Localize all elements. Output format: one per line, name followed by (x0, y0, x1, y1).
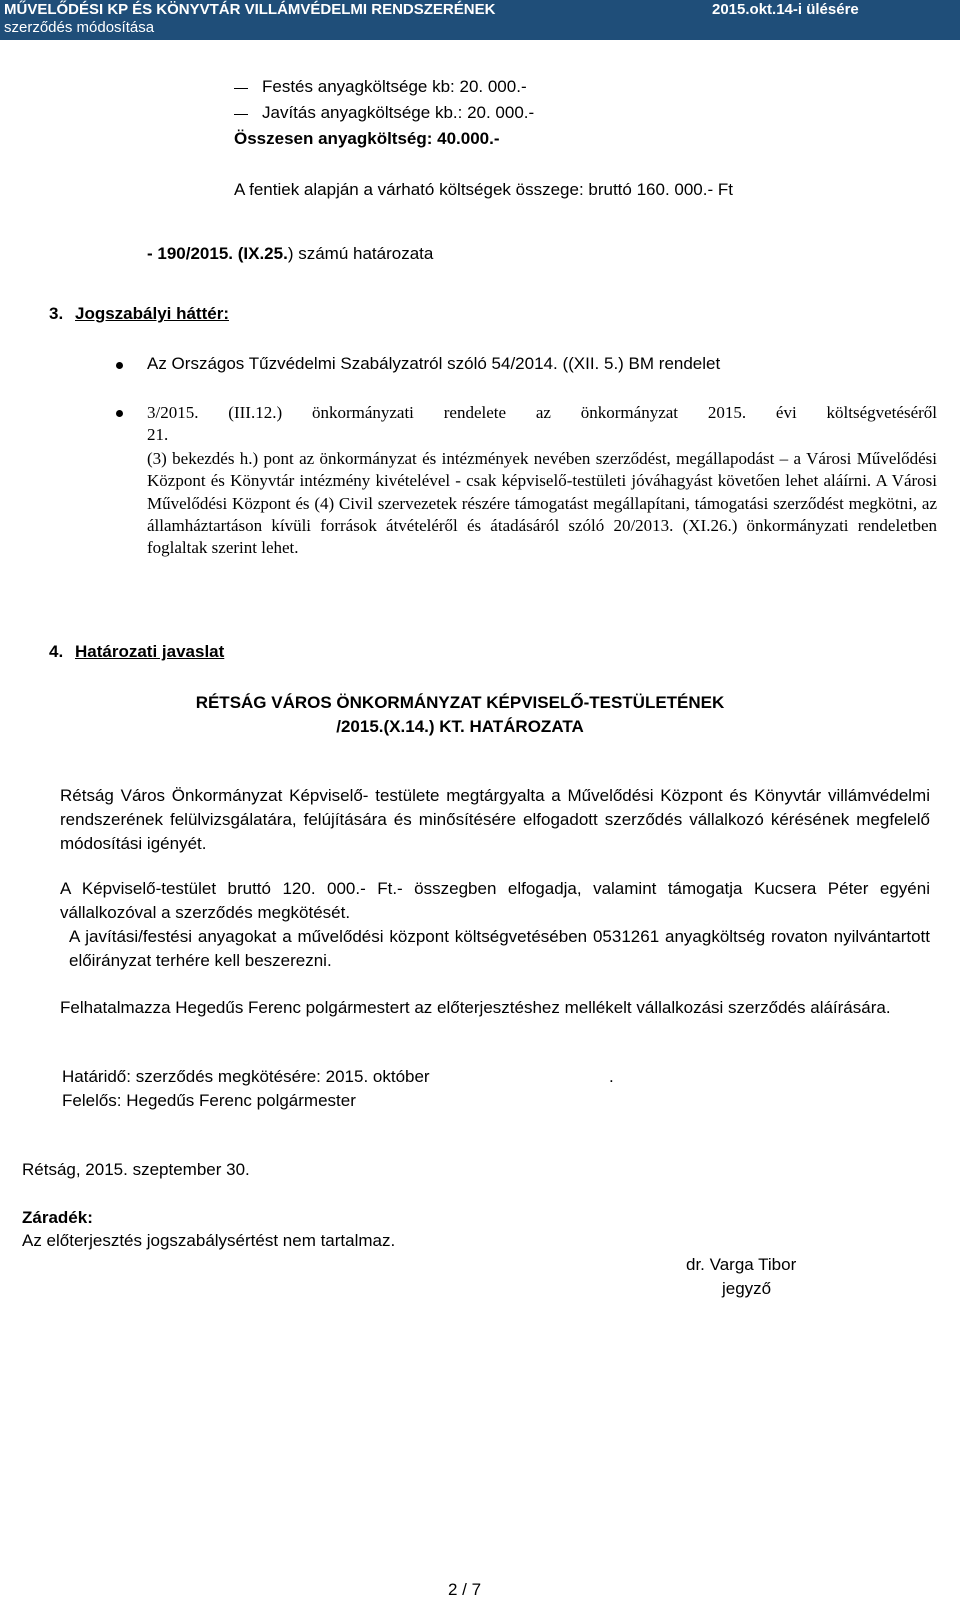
clause-text: Az előterjesztés jogszabálysértést nem tartalmaz. (22, 1231, 396, 1250)
header-title: MŰVELŐDÉSI KP ÉS KÖNYVTÁR VILLÁMVÉDELMI RENDSZERÉNEK (4, 1, 496, 18)
section-4-heading: Határozati javaslat (75, 642, 225, 661)
legal-basis-budget-paragraph: (3) bekezdés h.) pont az önkormányzat és intézmények nevében szerződést, megállapodást – a Városi Művelődési Központ és Könyvtár intézmény kivételével - csak képviselő-testületi jóváhagyást követően lehet aláírni. A Városi Művelődési Központ és (4) Civil szervezetek részére támogatást megállapítani, támogatási szerződést megkötni, az államháztartáson kívüli források átvételéről és átadásáról szóló 20/2013. (XI.26.) önkormányzati rendeletben foglaltak szerint lehet. (147, 449, 937, 558)
bullet-icon (116, 362, 123, 369)
header-subtitle: szerződés módosítása (4, 19, 155, 36)
signatory-name: dr. Varga Tibor (686, 1255, 797, 1274)
resolution-reference-number: - 190/2015. (IX.25. (147, 244, 288, 263)
resolution-reference-suffix: ) számú határozata (287, 244, 434, 263)
section-3-heading: Jogszabályi háttér: (75, 304, 229, 323)
page-number: 2 / 7 (448, 1580, 482, 1599)
deadline-dot: . (609, 1067, 614, 1086)
cost-item-repair: Javítás anyagköltsége kb.: 20. 000.- (262, 103, 535, 122)
decision-paragraph-1: Rétság Város Önkormányzat Képviselő- testülete megtárgyalta a Művelődési Központ és Könyvtár villámvédelmi rendszerének felülvizsgálatára, felújítására és minősítésére elfogadott szerződés vállalkozó kérésének megfelelő módosítási igényét. (60, 786, 930, 853)
header-session: 2015.okt.14-i ülésére (712, 1, 859, 18)
clause-label: Záradék: (22, 1208, 93, 1227)
legal-basis-budget-line1: 3/2015. (III.12.) önkormányzati rendelete az önkormányzat 2015. évi költségvetéséről (147, 403, 937, 422)
cost-item-painting: Festés anyagköltsége kb: 20. 000.- (262, 77, 527, 96)
decision-title-line2: /2015.(X.14.) KT. HATÁROZATA (336, 717, 584, 736)
responsible-person: Felelős: Hegedűs Ferenc polgármester (62, 1091, 356, 1110)
legal-basis-budget-line2: 21. (147, 425, 169, 444)
document-header (0, 0, 960, 40)
section-4-number: 4. (49, 642, 64, 661)
dash-marker (234, 114, 248, 115)
expected-costs: A fentiek alapján a várható költségek összege: bruttó 160. 000.- Ft (234, 180, 733, 199)
cost-total: Összesen anyagköltség: 40.000.- (234, 129, 500, 148)
deadline: Határidő: szerződés megkötésére: 2015. október (62, 1067, 430, 1086)
section-3-number: 3. (49, 304, 64, 323)
legal-basis-fire-safety: Az Országos Tűzvédelmi Szabályzatról szóló 54/2014. ((XII. 5.) BM rendelet (147, 354, 721, 373)
decision-title-line1: RÉTSÁG VÁROS ÖNKORMÁNYZAT KÉPVISELŐ-TESTÜLETÉNEK (195, 693, 725, 712)
decision-paragraph-3: A javítási/festési anyagokat a művelődési központ költségvetésében 0531261 anyagköltség rovaton nyilvántartott előirányzat terhére kell beszerezni. (69, 927, 930, 970)
signatory-title: jegyző (722, 1279, 772, 1298)
dash-marker (234, 88, 248, 89)
decision-paragraph-4: Felhatalmazza Hegedűs Ferenc polgármestert az előterjesztéshez mellékelt vállalkozási szerződés aláírására. (60, 998, 891, 1017)
decision-paragraph-2: A Képviselő-testület bruttó 120. 000.- Ft.- összegben elfogadja, valamint támogatja Kucsera Péter egyéni vállalkozóval a szerződés megkötését. (60, 879, 930, 922)
bullet-icon (116, 410, 123, 417)
resolution-reference (147, 244, 433, 264)
place-and-date: Rétság, 2015. szeptember 30. (22, 1160, 250, 1179)
